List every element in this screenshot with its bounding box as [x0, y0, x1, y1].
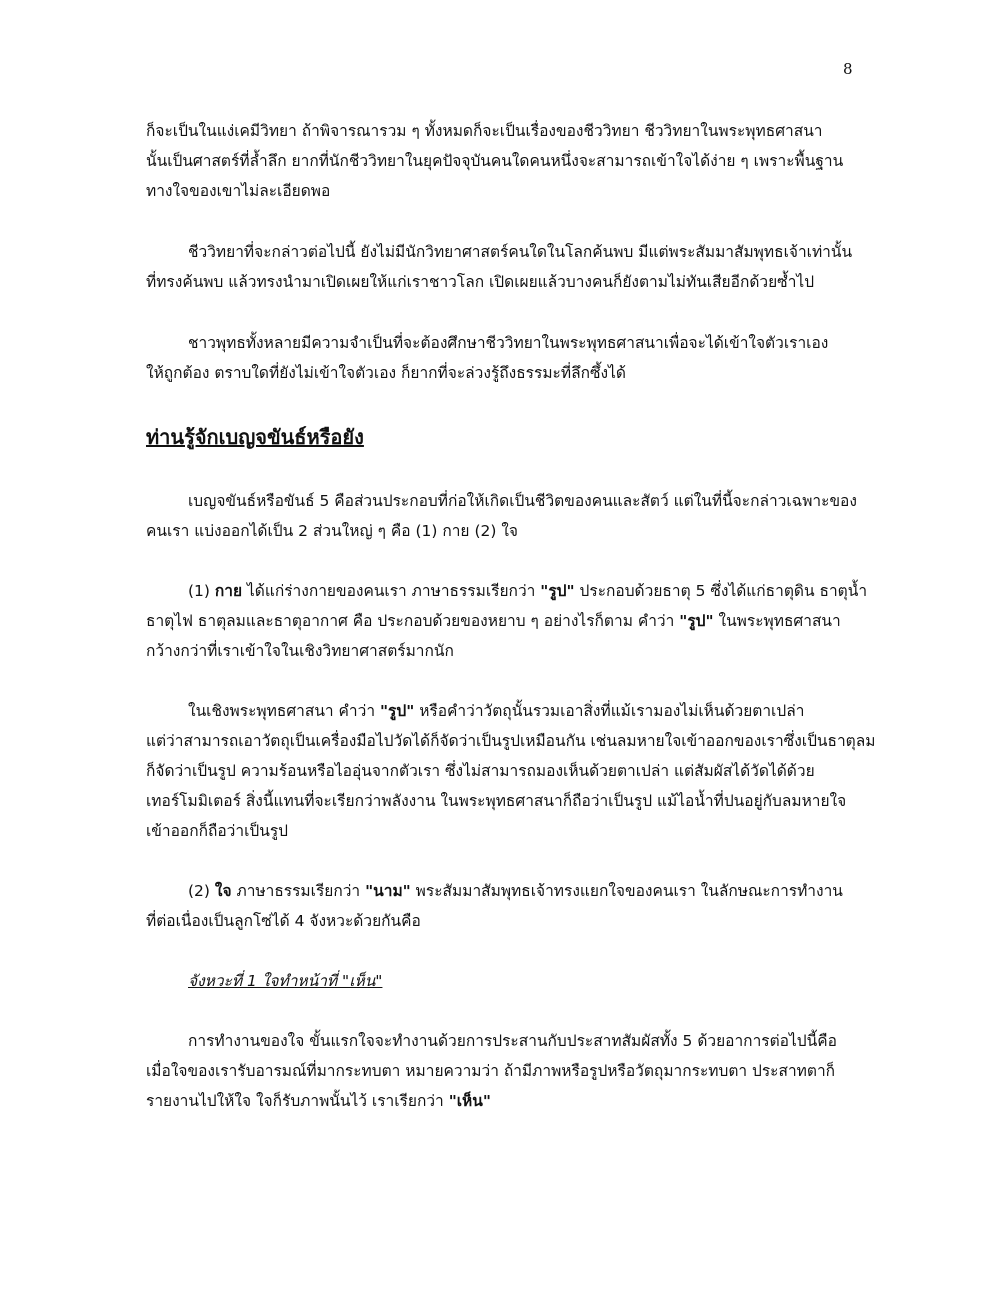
paragraph-5 — [146, 576, 868, 666]
paragraph-line: คนเรา แบ่งออกได้เป็น 2 ส่วนใหญ่ ๆ คือ (1) กาย (2) ใจ — [146, 522, 518, 540]
term-rup: "รูป" — [379, 702, 415, 720]
paragraph-line — [146, 696, 846, 726]
paragraph-line: กว้างกว่าที่เราเข้าใจในเชิงวิทยาศาสตร์มากนัก — [146, 642, 454, 660]
document-body — [146, 116, 876, 1116]
paragraph-line: เทอร์โมมิเตอร์ สิ่งนี้แทนที่จะเรียกว่าพลังงาน ในพระพุทธศาสนาก็ถือว่าเป็นรูป แม้ไอน้ำที่ปนอยู่กับลมหายใจ — [146, 792, 847, 810]
text-run: ธาตุไฟ ธาตุลมและธาตุอากาศ คือ ประกอบด้วยของหยาบ ๆ อย่างไรก็ตาม คำว่า — [146, 612, 680, 630]
subheading: จังหวะที่ 1 ใจทำหน้าที่ "เห็น" — [188, 972, 383, 990]
paragraph-line: เข้าออกก็ถือว่าเป็นรูป — [146, 822, 288, 840]
paragraph-3 — [146, 328, 846, 388]
text-run: (2) — [188, 882, 215, 900]
term-kai: กาย — [214, 582, 243, 600]
paragraph-4 — [146, 486, 857, 546]
paragraph-7 — [146, 876, 846, 936]
term-rup: "รูป" — [540, 582, 575, 600]
paragraph-line — [146, 576, 868, 606]
text-run: พระสัมมาสัมพุทธเจ้าทรงแยกใจของคนเรา ในลักษณะการทำงาน — [410, 882, 843, 900]
paragraph-line — [146, 1086, 846, 1116]
term-nam: "นาม" — [365, 882, 411, 900]
term-hen: "เห็น" — [448, 1092, 491, 1110]
paragraph-8 — [146, 1026, 846, 1116]
paragraph-line: แต่ว่าสามารถเอาวัตถุเป็นเครื่องมือไปวัดได้ก็จัดว่าเป็นรูปเหมือนกัน เช่นลมหายใจเข้าออกของเราซึ่งเป็นธาตุลม — [146, 732, 876, 750]
paragraph-line: ทางใจของเขาไม่ละเอียดพอ — [146, 182, 331, 200]
section-heading: ท่านรู้จักเบญจขันธ์หรือยัง — [146, 425, 364, 449]
text-run: ประกอบด้วยธาตุ 5 ซึ่งได้แก่ธาตุดิน ธาตุน้ำ — [574, 582, 868, 600]
paragraph-line: ชีววิทยาที่จะกล่าวต่อไปนี้ ยังไม่มีนักวิทยาศาสตร์คนใดในโลกค้นพบ มีแต่พระสัมมาสัมพุทธเจ้าเท่านั้น — [188, 243, 853, 261]
page-number: 8 — [843, 60, 853, 78]
paragraph-line: เบญจขันธ์หรือขันธ์ 5 คือส่วนประกอบที่ก่อให้เกิดเป็นชีวิตของคนและสัตว์ แต่ในที่นี้จะกล่าวเฉพาะของ — [188, 492, 857, 510]
paragraph-line: ก็จะเป็นในแง่เคมีวิทยา ถ้าพิจารณารวม ๆ ทั้งหมดก็จะเป็นเรื่องของชีววิทยา ชีววิทยาในพระพุทธศาสนา — [146, 122, 823, 140]
paragraph-line: การทำงานของใจ ขั้นแรกใจจะทำงานด้วยการประสานกับประสาทสัมผัสทั้ง 5 ด้วยอาการต่อไปนี้คือ — [188, 1032, 837, 1050]
paragraph-1 — [146, 116, 846, 206]
paragraph-line: ให้ถูกต้อง ตราบใดที่ยังไม่เข้าใจตัวเอง ก็ยากที่จะล่วงรู้ถึงธรรมะที่ลึกซึ้งได้ — [146, 364, 626, 382]
paragraph-line: ที่ทรงค้นพบ แล้วทรงนำมาเปิดเผยให้แก่เราชาวโลก เปิดเผยแล้วบางคนก็ยังตามไม่ทันเสียอีกด้วยซ้ำไป — [146, 273, 815, 291]
paragraph-line: ก็จัดว่าเป็นรูป ความร้อนหรือไออุ่นจากตัวเรา ซึ่งไม่สามารถมองเห็นด้วยตาเปล่า แต่สัมผัสได้วัดได้ด้วย — [146, 762, 815, 780]
text-run: หรือคำว่าวัตถุนั้นรวมเอาสิ่งที่แม้เรามองไม่เห็นด้วยตาเปล่า — [414, 702, 805, 720]
text-run: ภาษาธรรมเรียกว่า — [231, 882, 366, 900]
paragraph-line — [146, 606, 846, 636]
text-run: ในพระพุทธศาสนา — [713, 612, 841, 630]
text-run: รายงานไปให้ใจ ใจก็รับภาพนั้นไว้ เราเรียกว่า — [146, 1092, 449, 1110]
term-jai: ใจ — [214, 882, 232, 900]
paragraph-line: ที่ต่อเนื่องเป็นลูกโซ่ได้ 4 จังหวะด้วยกันคือ — [146, 912, 421, 930]
paragraph-line: นั้นเป็นศาสตร์ที่ล้ำลึก ยากที่นักชีววิทยาในยุคปัจจุบันคนใดคนหนึ่งจะสามารถเข้าใจได้ง่าย ๆ เพราะพื้นฐาน — [146, 152, 844, 170]
paragraph-2 — [146, 237, 853, 297]
paragraph-line: ชาวพุทธทั้งหลายมีความจำเป็นที่จะต้องศึกษาชีววิทยาในพระพุทธศาสนาเพื่อจะได้เข้าใจตัวเราเอง — [188, 334, 829, 352]
text-run: ได้แก่ร่างกายของคนเรา ภาษาธรรมเรียกว่า — [242, 582, 541, 600]
text-run: (1) — [188, 582, 215, 600]
paragraph-line — [146, 876, 846, 906]
paragraph-6 — [146, 696, 876, 846]
term-rup: "รูป" — [679, 612, 714, 630]
text-run: ในเชิงพระพุทธศาสนา คำว่า — [188, 702, 380, 720]
paragraph-line: เมื่อใจของเรารับอารมณ์ที่มากระทบตา หมายความว่า ถ้ามีภาพหรือรูปหรือวัตถุมากระทบตา ประสาทตาก็ — [146, 1062, 836, 1080]
